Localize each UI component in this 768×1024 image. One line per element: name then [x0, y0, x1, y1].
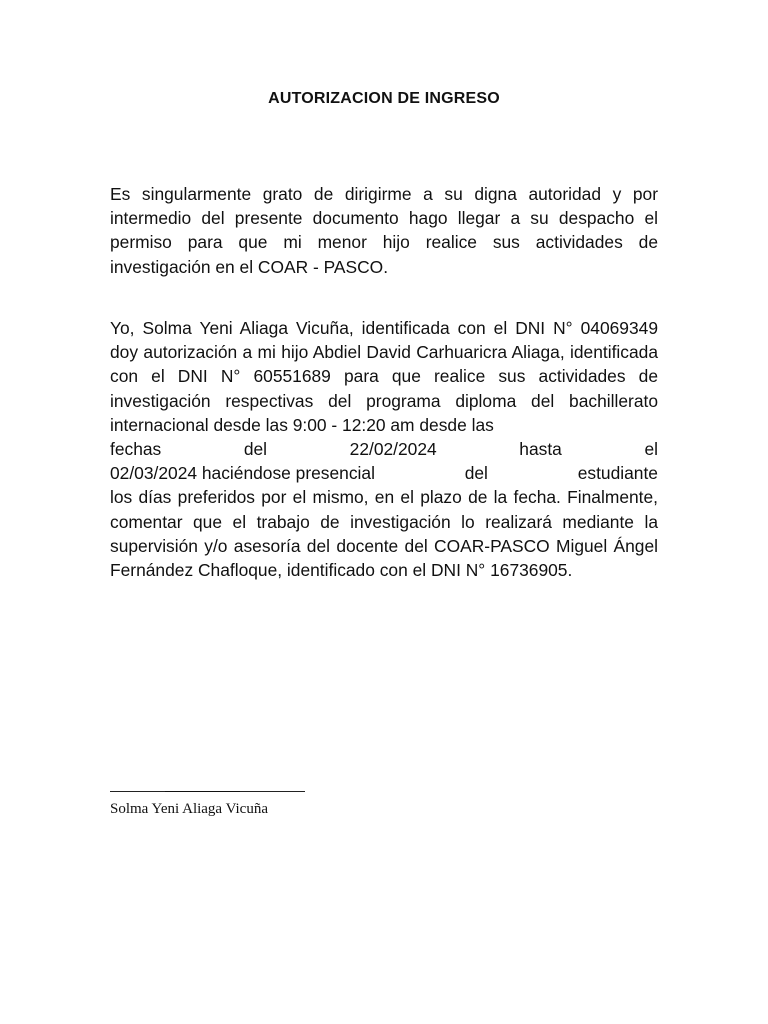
- word: del: [243, 439, 268, 460]
- start-date: 22/02/2024: [349, 439, 437, 460]
- authorization-dates-line: [110, 437, 658, 461]
- word: el: [644, 439, 658, 460]
- word: estudiante: [577, 463, 658, 484]
- word: del: [464, 463, 488, 484]
- signature-line: [110, 791, 305, 792]
- authorization-text-end: los días preferidos por el mismo, en el plazo de la fecha. Finalmente, comentar que el trabajo de investigación lo realizará mediante la supervisión y/o asesoría del docente del COAR-PASCO Miguel Ángel Fernández Chafloque, identificado con el DNI N° 16736905.: [110, 487, 658, 581]
- paragraph-authorization: [110, 316, 658, 582]
- authorization-text-start: Yo, Solma Yeni Aliaga Vicuña, identificada con el DNI N° 04069349 doy autorización a mi hijo Abdiel David Carhuaricra Aliaga, identificada con el DNI N° 60551689 para que realice sus actividades de investigación respectivas del programa diploma del bachillerato internacional desde las 9:00 - 12:20 am desde las: [110, 318, 658, 435]
- document-title: AUTORIZACION DE INGRESO: [268, 90, 500, 107]
- end-date-phrase: 02/03/2024 haciéndose presencial: [110, 463, 375, 484]
- paragraph-introduction: Es singularmente grato de dirigirme a su digna autoridad y por intermedio del presente documento hago llegar a su despacho el permiso para que mi menor hijo realice sus actividades de investigación en el COAR - PASCO.: [110, 184, 658, 277]
- word: hasta: [519, 439, 562, 460]
- word: fechas: [110, 439, 162, 460]
- authorization-end-date-line: [110, 461, 658, 485]
- signature-name: Solma Yeni Aliaga Vicuña: [110, 801, 268, 817]
